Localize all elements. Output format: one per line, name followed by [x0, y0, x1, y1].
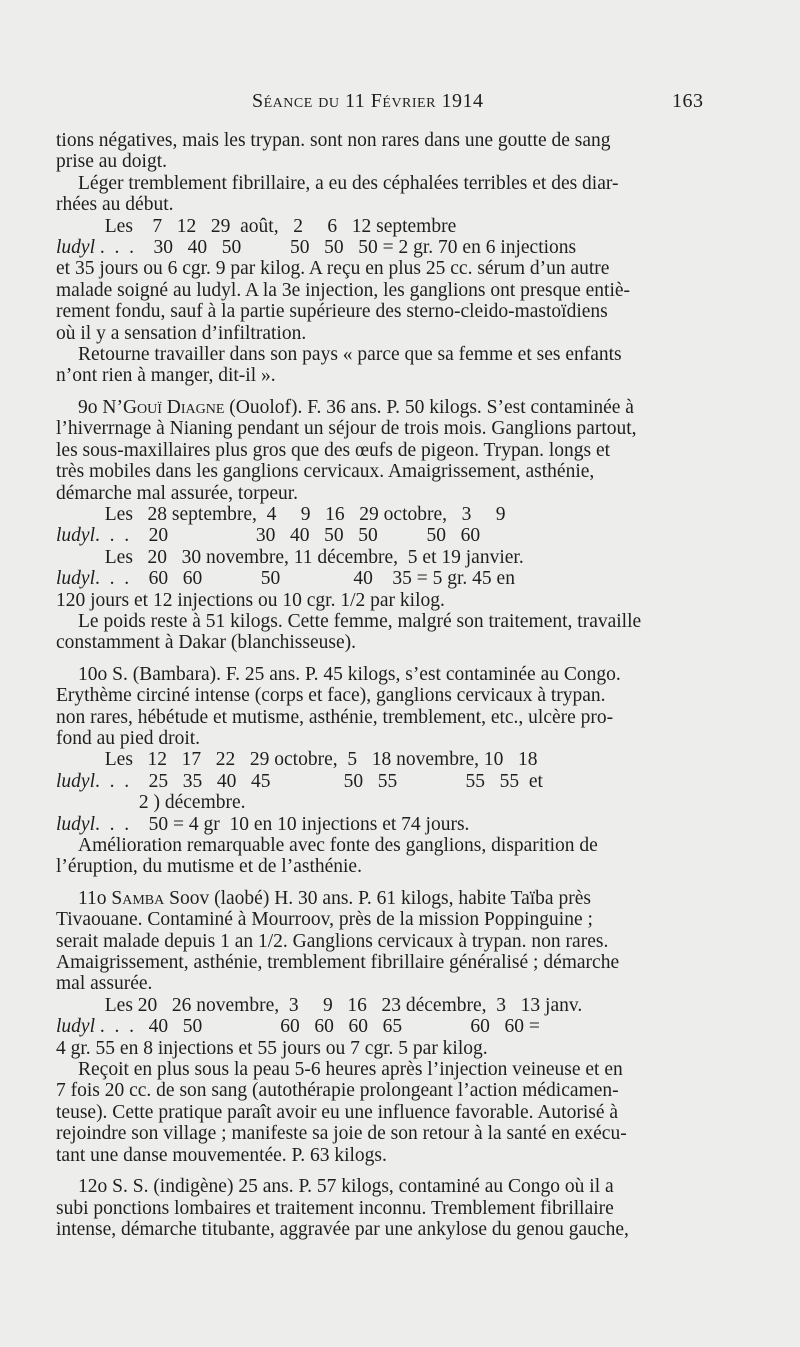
text-line: Tivaouane. Contaminé à Mourroov, près de la mission Poppinguine ;	[56, 909, 593, 931]
header-title: Séance du 11 Février 1914	[252, 90, 484, 112]
dose-table-line: ludyl. . . 20 30 40 50 50 50 60	[56, 525, 481, 547]
text-line: malade soigné au ludyl. A la 3e injection, les ganglions ont presque entiè-	[56, 279, 631, 301]
dose-table-line: ludyl. . . 60 60 50 40 35 = 5 gr. 45 en	[56, 568, 515, 590]
text-line: teuse). Cette pratique paraît avoir eu une influence favorable. Autorisé à	[56, 1101, 619, 1123]
text-line: constamment à Dakar (blanchisseuse).	[56, 632, 356, 654]
text-line: les sous-maxillaires plus gros que des œufs de pigeon. Trypan. longs et	[56, 439, 611, 461]
text-line: très mobiles dans les ganglions cervicaux. Amaigrissement, asthénie,	[56, 461, 595, 483]
text-line: Léger tremblement fibrillaire, a eu des céphalées terribles et des diar-	[78, 172, 619, 194]
text-line: 4 gr. 55 en 8 injections et 55 jours ou 7 cgr. 5 par kilog.	[56, 1037, 488, 1059]
patient-name: Samba	[111, 887, 165, 909]
text-line: Reçoit en plus sous la peau 5-6 heures après l’injection veineuse et en	[78, 1059, 623, 1081]
dose-table-line: ludyl . . . 30 40 50 50 50 50 = 2 gr. 70 en 6 injections	[56, 237, 577, 259]
case-10-heading: 10o S. (Bambara). F. 25 ans. P. 45 kilogs, s’est contaminée au Congo.	[78, 663, 621, 685]
text-line: rejoindre son village ; manifeste sa joie de son retour à la santé en exécu-	[56, 1123, 627, 1145]
text-line: subi ponctions lombaires et traitement inconnu. Tremblement fibrillaire	[56, 1197, 614, 1219]
text-line: où il y a sensation d’infiltration.	[56, 322, 307, 344]
text-line: n’ont rien à manger, dit-il ».	[56, 365, 276, 387]
text-line: serait malade depuis 1 an 1/2. Ganglions cervicaux à trypan. non rares.	[56, 930, 609, 952]
text-line: Erythème circiné intense (corps et face), ganglions cervicaux à trypan.	[56, 685, 606, 707]
dose-table-line: Les 12 17 22 29 octobre, 5 18 novembre, 10 18	[56, 749, 538, 771]
case-11-heading: 11o Samba Soov (laobé) H. 30 ans. P. 61 kilogs, habite Taïba près	[78, 887, 591, 909]
text-line: prise au doigt.	[56, 151, 168, 173]
ludyl-label: ludyl	[56, 813, 95, 835]
case-12-heading: 12o S. S. (indigène) 25 ans. P. 57 kilogs, contaminé au Congo où il a	[78, 1176, 614, 1198]
text-line: Retourne travailler dans son pays « parce que sa femme et ses enfants	[78, 344, 622, 366]
ludyl-label: ludyl	[56, 525, 95, 547]
dose-table-line: Les 20 26 novembre, 3 9 16 23 décembre, 3 13 janv.	[56, 994, 583, 1016]
text-line: démarche mal assurée, torpeur.	[56, 482, 299, 504]
text-line: rement fondu, sauf à la partie supérieure des sterno-cleido-mastoïdiens	[56, 301, 608, 323]
dose-table-line: Les 20 30 novembre, 11 décembre, 5 et 19 janvier.	[56, 546, 524, 568]
running-header	[0, 90, 800, 114]
dose-table-line: ludyl. . . 25 35 40 45 50 55 55 55 et	[56, 770, 543, 792]
ludyl-label: ludyl	[56, 568, 95, 590]
text-line: non rares, hébétude et mutisme, asthénie, tremblement, etc., ulcère pro-	[56, 706, 614, 728]
text-line: l’éruption, du mutisme et de l’asthénie.	[56, 856, 362, 878]
text-line: tant une danse mouvementée. P. 63 kilogs.	[56, 1144, 387, 1166]
dose-table-line: Les 28 septembre, 4 9 16 29 octobre, 3 9	[56, 503, 506, 525]
patient-name: Gouï Diagne	[122, 396, 225, 418]
page-number: 163	[672, 90, 704, 112]
text-line: 7 fois 20 cc. de son sang (autothérapie prolongeant l’action médicamen-	[56, 1080, 619, 1102]
ludyl-label: ludyl	[56, 770, 95, 792]
text-line: 120 jours et 12 injections ou 10 cgr. 1/2 par kilog.	[56, 589, 445, 611]
ludyl-label: ludyl	[56, 237, 95, 259]
text-line: tions négatives, mais les trypan. sont non rares dans une goutte de sang	[56, 130, 611, 151]
text-line: rhées au début.	[56, 194, 174, 216]
text-line: intense, démarche titubante, aggravée par une ankylose du genou gauche,	[56, 1218, 629, 1240]
dose-table-line: Les 7 12 29 août, 2 6 12 septembre	[56, 215, 457, 237]
text-line: Le poids reste à 51 kilogs. Cette femme, malgré son traitement, travaille	[78, 610, 642, 632]
dose-table-line: ludyl . . . 40 50 60 60 60 65 60 60 =	[56, 1016, 540, 1038]
dose-table-line: 2 ) décembre.	[56, 792, 246, 814]
page-body	[56, 130, 704, 1240]
dose-table-line: ludyl. . . 50 = 4 gr 10 en 10 injections et 74 jours.	[56, 813, 470, 835]
case-9-heading: 9o N’Gouï Diagne (Ouolof). F. 36 ans. P. 50 kilogs. S’est contaminée à	[78, 396, 634, 418]
ludyl-label: ludyl	[56, 1016, 95, 1038]
text-line: Amélioration remarquable avec fonte des ganglions, disparition de	[78, 835, 598, 856]
text-line: et 35 jours ou 6 cgr. 9 par kilog. A reçu en plus 25 cc. sérum d’un autre	[56, 258, 610, 280]
text-line: fond au pied droit.	[56, 727, 201, 749]
text-line: l’hiverrnage à Nianing pendant un séjour de trois mois. Ganglions partout,	[56, 418, 637, 440]
text-line: Amaigrissement, asthénie, tremblement fibrillaire généralisé ; démarche	[56, 952, 620, 974]
text-line: mal assurée.	[56, 973, 153, 995]
